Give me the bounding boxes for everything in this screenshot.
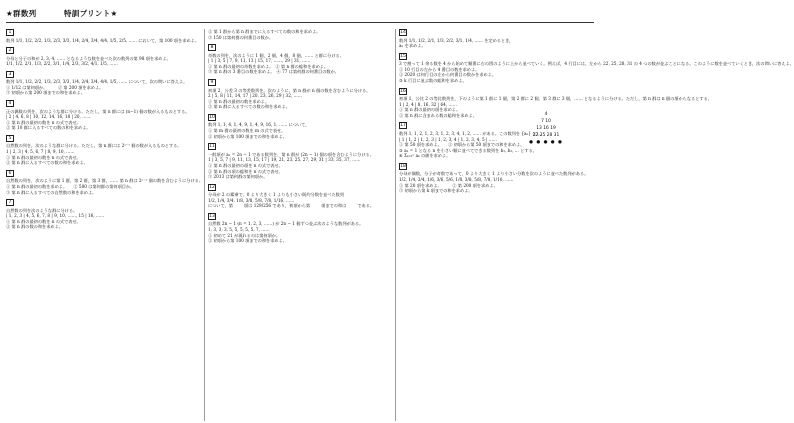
- problem-block: [208, 213, 392, 244]
- column-divider: [395, 29, 396, 421]
- problem-text: 1/2, 1/4, 3/4, 1/8, 3/8, 5/8, 7/8, 1/16, ……: [208, 197, 295, 203]
- problem-number: 7: [6, 199, 14, 206]
- problem-text: ② 2020 は何行目の左から何番目の数かを求めよ。: [399, 72, 497, 78]
- problem-number: 10: [209, 114, 215, 120]
- problem-block: [208, 114, 392, 139]
- problem-text: ① 第 n 群の最初の項を n の式で表せ。: [208, 162, 283, 168]
- problem-text: ③ 150 は第何群の何番目の数か。: [208, 34, 274, 40]
- problem-text: ① 第 n 群の最初の奇数を求めよ。 ② 第 n 群の総和を求めよ。: [208, 63, 329, 69]
- problem-text: ① 1/12 は第何項か。 ② 第 200 項を求めよ。: [6, 84, 104, 90]
- problem-text: ① 第 20 項を求めよ。 ② 第 200 項を求めよ。: [399, 182, 498, 188]
- problem-block: [208, 44, 392, 75]
- problem-text: ② 第 n 群の数の和を求めよ。: [6, 224, 63, 230]
- problem-text: ① 10 行目の左から 4 番目の数を求めよ。: [399, 66, 480, 72]
- column-2: [208, 29, 392, 421]
- problem-number: 3: [6, 71, 14, 78]
- problem-text: ① 第 n 群の最初の数を求めよ。 ② 500 は第何群の第何項目か。: [6, 183, 135, 189]
- problem-text: 1 | 3, 5, 7 | 9, 11, 13, 15, 17 | 19, 21, 23, 25, 27, 29, 31 | 33, 35, 37, ……: [208, 157, 361, 163]
- problem-text: ① 第 n 群の最初の数を n の式で表せ。: [6, 119, 81, 125]
- problem-text: ② 第 10 群に入るすべての数の和を求めよ。: [6, 125, 91, 131]
- problem-text: 分母が 2 の累乗で，0 より大きく 1 よりも小さい既約分数を並べた数列: [208, 192, 345, 198]
- worksheet-title: ★群数列: [6, 9, 37, 18]
- problem-block: [6, 135, 200, 166]
- column-3: [399, 29, 794, 421]
- problem-number: 16: [400, 88, 406, 94]
- problem-text: 一般項が aₙ = 2n − 1 である数列を，第 n 群が (2n − 1) 個の項を含むように分ける。: [208, 151, 374, 157]
- problem-text: 1/1, 1/2, 2/1, 1/3, 2/2, 3/1, 1/4, 2/3, 3/2, 4/1, 1/5, ……: [6, 61, 118, 67]
- problem-text: ④ Σₖ₌₁ⁿ aₖ の値を求めよ。: [399, 153, 451, 159]
- problem-text: ② 第 1 群から第 n 群までに入るすべての数の和を求めよ。: [208, 29, 321, 34]
- problem-text: ① 第 50 項を求めよ。 ② 初項から第 50 項までの和を求めよ。: [399, 142, 525, 148]
- problem-text: ② 第 n 群の項の総和を n の式で表せ。: [208, 168, 283, 174]
- problem-number: 1: [6, 29, 14, 36]
- problem-text: | 1 | 3, 5 | 7, 9, 11, 13 | 15, 17, ……, 29 | 31, ……: [208, 58, 311, 64]
- problem-number: 12: [209, 184, 215, 190]
- problem-text: 分母と分子の和が 2, 3, 4, …… となるような数を並べた次の数列の第 98 項を求めよ。: [6, 55, 171, 61]
- problem-text: ① 第 n 群の最初の数を n の式で表せ。: [6, 218, 81, 224]
- problem-number: 15: [400, 53, 406, 59]
- problem-text: ① 初めて 21 が現れるのは第何項か。: [208, 232, 281, 238]
- problem-number: 6: [6, 170, 14, 177]
- problem-text: ① 第 m 群の最初の数を m の式で表せ。: [208, 128, 286, 134]
- problem-text: ② 第 n 群に入るすべての数の和を求めよ。: [6, 160, 88, 166]
- problem-text: 1, 3, 3, 3, 5, 5, 5, 5, 5, 7, ……: [208, 227, 270, 233]
- problem-block: [208, 184, 392, 209]
- problem-text: 奇数の列を，次のように 1 個，2 個，4 個，8 個，…… と群に分ける。: [208, 52, 344, 58]
- problem-text: 1 | 2, 3 | 4, 5, 6, 7 | 8, 9, 10, ……: [6, 149, 75, 155]
- problem-text: 自然数の列を次のような群に分ける。: [6, 207, 78, 213]
- problem-text: 数列 1/1, 1/2, 2/2, 1/3, 2/3, 3/3, 1/4, 2/4, 3/4, 4/4, 1/5, 2/5, …… において，第 100 項を求めよ。: [6, 37, 200, 43]
- problem-text: 数列 1/1, 1/2, 2/1, 1/3, 2/2, 3/1, 1/4, …… を定めるとき，: [399, 37, 514, 43]
- problem-block: [6, 47, 200, 67]
- problem-number: 18: [400, 163, 406, 169]
- problem-text: 1 | 2, 4 | 8, 16, 32 | 64, ……: [399, 101, 457, 107]
- problem-text: 初項 1，公比 2 の等比数列を，下のように第 1 群に 1 個，第 2 群に 2 個，第 3 群に 3 個，…… となるように分ける。ただし，第 n 群は n 個の項からなるとする。: [399, 96, 712, 102]
- problem-number: 5: [6, 135, 14, 142]
- problem-text: ③ aₙ = 1 となる n を小さい順に並べてできる数列を b₁, b₂, … とする。: [399, 147, 537, 153]
- problem-block: [6, 170, 204, 195]
- problem-number: 14: [400, 30, 406, 35]
- problem-text: ③ 第 n 群の 3 番目の数を求めよ。 ④ 77 は第何群の何番目の数か。: [208, 69, 339, 75]
- problem-text: 正の偶数の列を，次のような群に分ける。ただし，第 n 群には (n−1) 個の数が入るものとする。: [6, 108, 190, 114]
- problem-text: 数列 1/1, 1/2, 2/2, 1/3, 2/3, 3/3, 1/4, 2/4, 3/4, 4/4, 1/5, …… について，次の問いに答えよ。: [6, 79, 188, 85]
- problem-block: [6, 100, 200, 131]
- problem-block: [399, 29, 595, 49]
- problem-text: ③ 初項から第 200 項までの和を求めよ。: [6, 90, 85, 96]
- column-1: [6, 29, 204, 421]
- problem-number: 17: [400, 123, 406, 129]
- problem-text: 自然数の列を，次のように第 1 群，第 2 群，第 3 群，…… 第 n 群は 2ⁿ⁻¹ 個の数を含むように分ける。: [6, 178, 204, 184]
- problem-block: [6, 199, 200, 230]
- problem-text: 数列 1, 1, 2, 1, 2, 3, 1, 2, 3, 4, 1, 2, …… がある。この数列を {aₙ} とし，: [399, 130, 545, 136]
- problem-text: 1/2, 1/4, 3/4, 1/6, 3/6, 5/6, 1/8, 3/8, 5/8, 7/8, 1/10, ……: [399, 177, 514, 182]
- triangle-row: 7 10: [541, 119, 551, 124]
- problem-block: [208, 29, 392, 40]
- problem-text: ② 第 n 群に含まれる数の総和を求めよ。: [399, 112, 477, 118]
- problem-text: ③ 2013 は第何群の第何項か。: [208, 174, 268, 180]
- number-triangle-figure: [501, 111, 591, 146]
- problem-text: | 2 | 4, 6, 8 | 10, 12, 14, 16, 18 | 20, ……: [6, 114, 91, 120]
- worksheet-subtitle: 特訓プリント★: [64, 9, 118, 18]
- triangle-row: 22 25 28 31: [532, 133, 560, 138]
- problem-number: 2: [6, 47, 14, 54]
- problem-number: 13: [209, 213, 215, 219]
- problem-text: | 1, 2, 3 | 4, 5, 6, 7, 8 | 9, 10, ……, 15 | 16, ……: [6, 213, 105, 219]
- problem-number: 8: [208, 44, 216, 51]
- problem-block: [399, 53, 794, 84]
- problem-text: aₙ を求めよ。: [399, 43, 426, 49]
- problem-text: 自然数 2n − 1 (n = 1, 2, 3, ……) が 2n − 1 個ずつ並ぶ次のような数列がある。: [208, 221, 364, 227]
- problem-text: ② 初項から第 100 項までの和を求めよ。: [208, 238, 287, 244]
- problem-text: ② 初項から第 100 項までの和を求めよ。: [208, 133, 287, 139]
- problem-text: ① 第 n 群の最初の数を n の式で表せ。: [6, 154, 81, 160]
- problem-text: 自然数の列を，次のような群に分ける。ただし，第 n 群には 2ⁿ⁻¹ 個の数が入るものとする。: [6, 143, 182, 149]
- page-header: [6, 7, 594, 23]
- triangle-row: 4: [544, 112, 548, 117]
- problem-number: 9: [208, 79, 216, 86]
- problem-text: 3 で割って 1 余る数を 4 から始めて順番に右の図のように上から並べていく。例えば，4 行目には，左から 22, 25, 28, 31 の 4 つの数が並ぶことになる。このように数を並べていくとき，次の問いに答えよ。: [399, 61, 794, 67]
- problem-text: 分母が偶数，分子が奇数であって，0 より大きく 1 より小さい分数を次のように並べた数列がある。: [399, 171, 589, 177]
- column-divider: [204, 29, 205, 421]
- problem-block: [208, 143, 392, 179]
- triangle-row: 13 16 19: [536, 126, 556, 131]
- problem-text: ② 第 n 群に入るすべての数の和を求めよ。: [208, 104, 290, 110]
- problem-block: [6, 71, 200, 96]
- problem-text: ③ 初項から第 k 項までの和を求めよ。: [399, 188, 473, 194]
- problem-number: 4: [6, 100, 14, 107]
- problem-text: について，第 項は 129/256 であり，初項から第 項までの和は である。: [208, 203, 375, 209]
- triangle-dots: ● ● ● ● ●: [529, 140, 563, 145]
- problem-number: 11: [209, 144, 215, 150]
- problem-text: ③ k 行目に並ぶ数の総和を求めよ。: [399, 77, 467, 83]
- problem-text: ① 第 n 群の最初の数を求めよ。: [208, 98, 270, 104]
- problem-text: 2 | 5, 8 | 11, 14, 17 | 20, 23, 26, 29 | 32, ……: [208, 93, 302, 99]
- problem-block: [208, 79, 392, 110]
- problem-text: ③ 第 n 群に入るすべての自然数の和を求めよ。: [6, 189, 97, 195]
- problem-block: [6, 29, 200, 43]
- problem-text: 初項 2，公差 3 の等差数列を，次のように，第 n 群が n 個の数を含むように分ける。: [208, 87, 371, 93]
- problem-block: [399, 163, 595, 194]
- problem-text: | 1 | 1, 2 | 1, 2, 3 | 1, 2, 3, 4 | 1, 2, 3, 4, 5 | ……: [399, 136, 498, 142]
- problem-text: 数列 1, 1, 4, 1, 4, 9, 1, 4, 9, 16, 1, …… について，: [208, 122, 310, 128]
- problem-text: ① 第 n 群の最初の項を求めよ。: [399, 107, 461, 113]
